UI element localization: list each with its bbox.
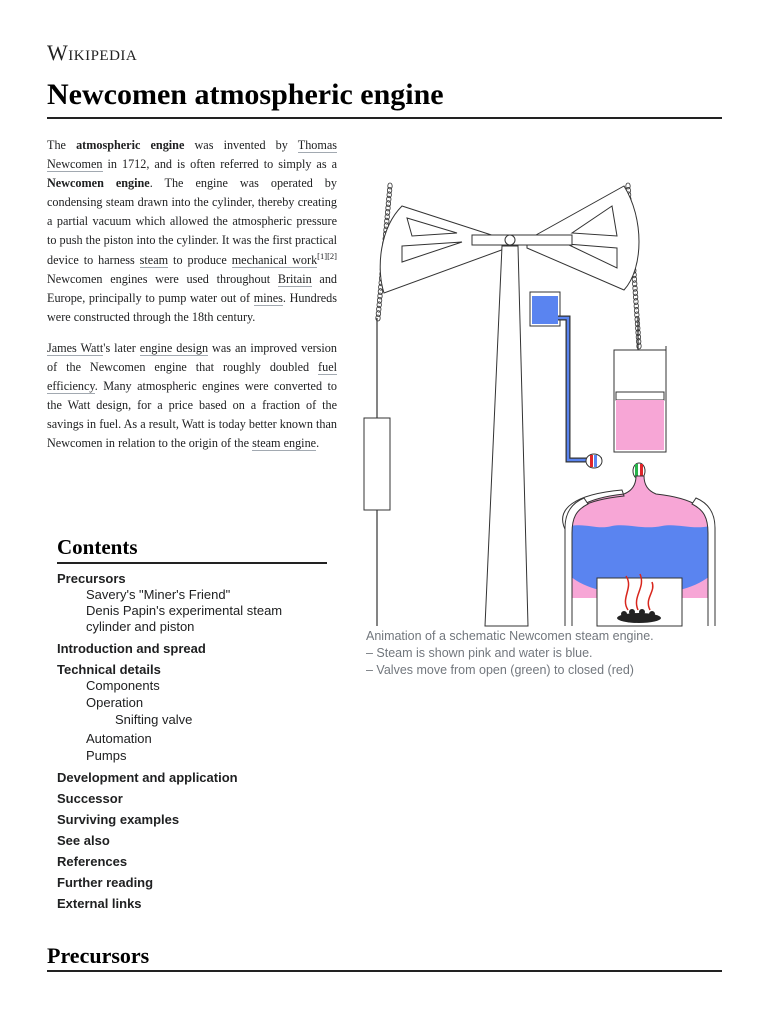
cylinder-steam <box>616 400 664 450</box>
toc-item-further-reading[interactable]: Further reading <box>57 875 154 890</box>
page-title: Newcomen atmospheric engine <box>47 78 444 111</box>
link-fuel-efficiency[interactable]: fuel efficiency <box>47 360 337 394</box>
injection-water-pipe <box>558 318 602 460</box>
newcomen-engine-diagram <box>362 178 722 628</box>
toc-list <box>57 571 327 912</box>
section-heading-precursors: Precursors <box>47 943 150 968</box>
caption-line-3: – Valves move from open (green) to closed (red) <box>366 663 634 677</box>
toc-item-successor[interactable]: Successor <box>57 791 123 806</box>
wikipedia-wordmark[interactable]: Wikipedia <box>47 40 138 65</box>
section-divider <box>47 970 722 972</box>
toc-item-surviving-examples[interactable]: Surviving examples <box>57 812 180 827</box>
main-post <box>485 246 528 626</box>
title-divider <box>47 117 722 119</box>
toc-item-automation[interactable]: Automation <box>86 731 152 746</box>
toc-item-see-also[interactable]: See also <box>57 833 110 848</box>
toc-item-precursors[interactable]: Precursors <box>57 571 126 586</box>
piston <box>616 392 664 400</box>
figure-caption <box>366 628 726 679</box>
toc-title: Contents <box>57 535 138 559</box>
toc-item-external-links[interactable]: External links <box>57 896 142 911</box>
counterweight <box>364 418 390 510</box>
link-britain[interactable]: Britain <box>277 271 312 286</box>
toc-item-components[interactable]: Components <box>86 678 160 693</box>
toc-item-pumps[interactable]: Pumps <box>86 748 127 763</box>
intro-paragraph-1: The atmospheric engine was invented by Thomas Newcomen in 1712, and is often referred to simply as a Newcomen engine. The engine was operated by condensing steam drawn into the cylinder, thereby creating a partial vacuum which allowed the atmospheric pressure to push the piston into the cylinder. It was the first practical device to harness steam to produce mechanical work[1][2] Newcomen engines were used throughout Britain and Europe, principally to pump water out of mines. Hundreds were constructed through the 18th century. <box>47 138 338 324</box>
cistern-water <box>532 296 558 324</box>
toc-item-operation[interactable]: Operation <box>86 695 144 710</box>
link-james-watt[interactable]: James Watt <box>47 340 104 355</box>
bold-term: Newcomen engine <box>47 176 150 191</box>
toc-item-development-and-application[interactable]: Development and application <box>57 770 238 785</box>
link-engine-design[interactable]: engine design <box>139 340 209 355</box>
link-mechanical-work[interactable]: mechanical work <box>231 252 318 267</box>
link-steam[interactable]: steam <box>139 252 169 267</box>
link-thomas-newcomen[interactable]: Thomas Newcomen <box>47 138 338 172</box>
intro-paragraph-2: James Watt's later engine design was an improved version of the Newcomen engine that roughly doubled fuel efficiency. Many atmospheric engines were converted to the Watt design, for a price based on a fraction of the savings in fuel. As a result, Watt is today better known than Newcomen in relation to the origin of the steam engine. <box>47 340 337 451</box>
link-mines[interactable]: mines <box>253 290 283 305</box>
toc-item-snifting-valve[interactable]: Snifting valve <box>115 712 193 727</box>
table-of-contents <box>57 533 327 912</box>
toc-divider <box>57 562 327 564</box>
toc-item-introduction-and-spread[interactable]: Introduction and spread <box>57 641 206 656</box>
toc-item-technical-details[interactable]: Technical details <box>57 662 161 677</box>
bold-term: atmospheric engine <box>76 138 185 152</box>
caption-line-2: – Steam is shown pink and water is blue. <box>366 646 593 660</box>
article-intro <box>47 136 337 466</box>
toc-item-savery-s-miner-s-friend[interactable]: Savery's "Miner's Friend" <box>86 587 231 602</box>
toc-item-denis-papin-s-experimental-steam-cylinder-and-piston[interactable]: Denis Papin's experimental steam cylinder and piston <box>86 603 283 634</box>
toc-item-references[interactable]: References <box>57 854 128 869</box>
link-steam-engine[interactable]: steam engine <box>252 436 317 451</box>
citation-ref[interactable]: [1][2] <box>317 250 337 261</box>
injection-valve-icon <box>586 454 602 468</box>
caption-line-1: Animation of a schematic Newcomen steam engine. <box>366 629 654 643</box>
